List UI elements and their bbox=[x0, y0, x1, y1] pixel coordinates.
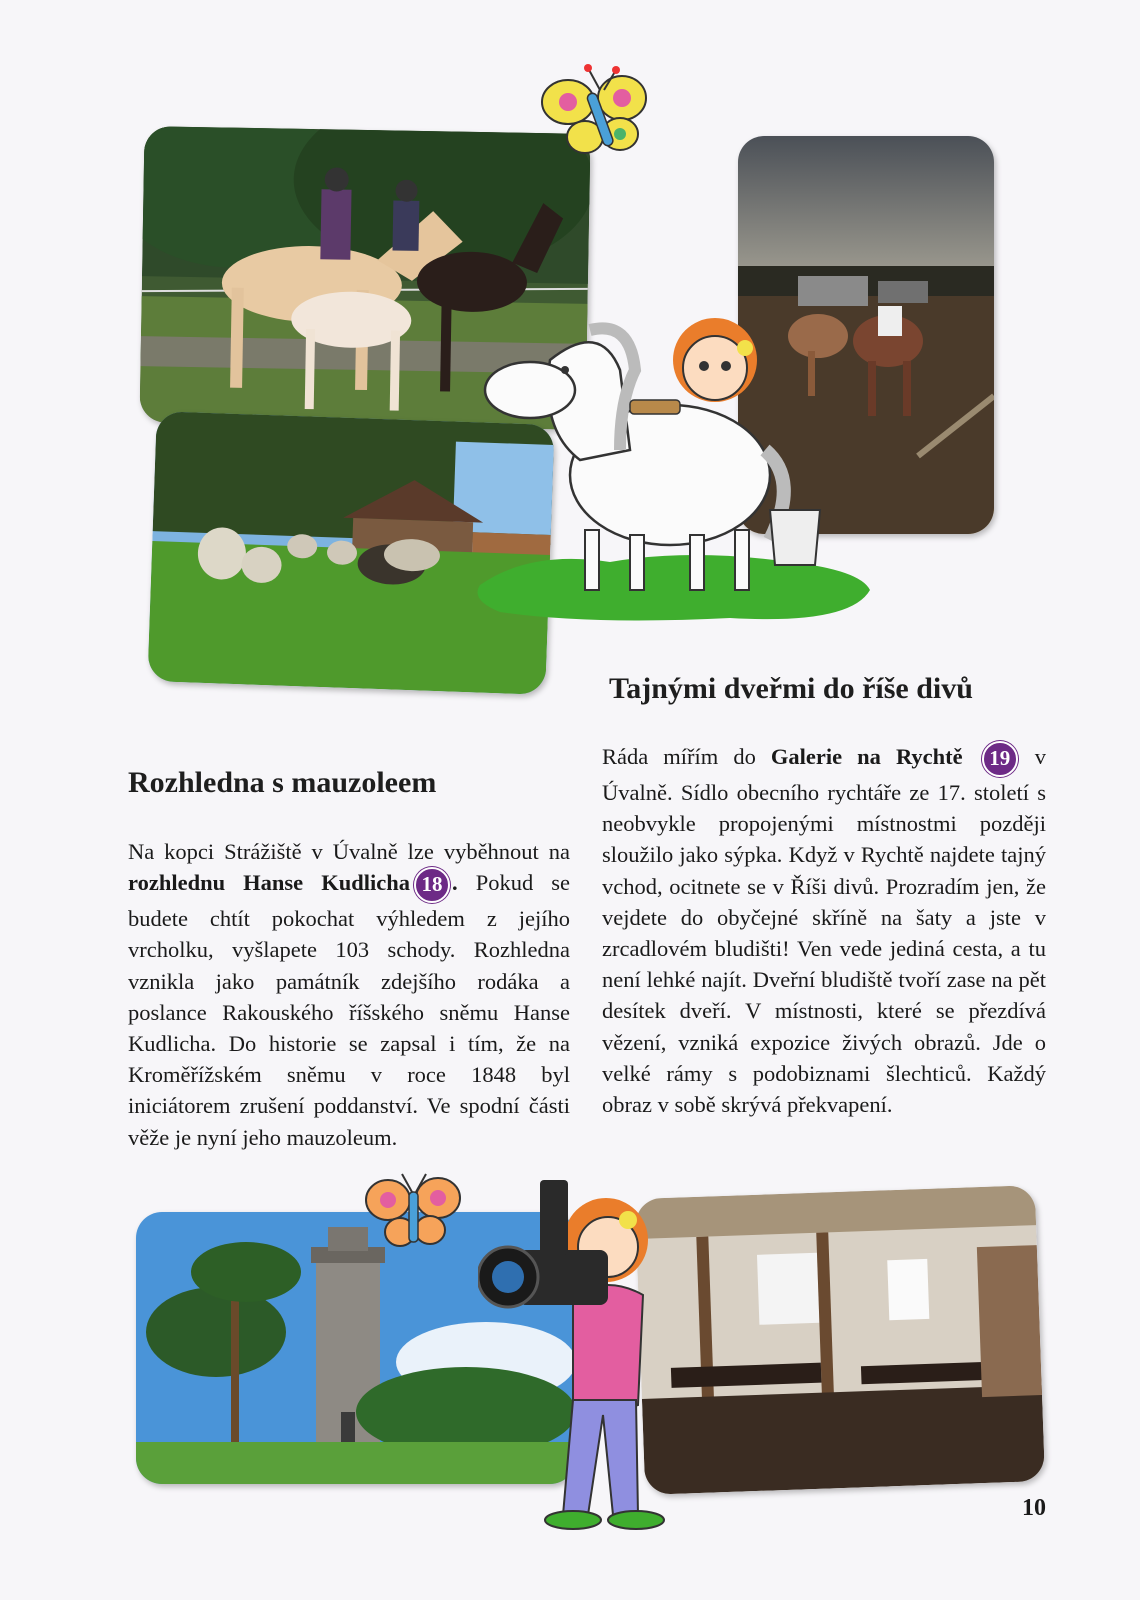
article-left-intro: Na kopci Strážiště v Úvalně lze vyběhnout na bbox=[128, 839, 570, 864]
article-right-title: Tajnými dveřmi do říše divů bbox=[609, 672, 973, 705]
butterfly-icon bbox=[364, 1172, 464, 1262]
butterfly-icon bbox=[540, 62, 650, 182]
tower-name: rozhlednu Hanse Kudlicha bbox=[128, 870, 410, 896]
article-left-period: . bbox=[452, 870, 458, 896]
gallery-name: Galerie na Rychtě bbox=[770, 744, 963, 770]
article-right-text bbox=[602, 741, 1046, 1120]
girl-with-camera-cartoon bbox=[478, 1175, 668, 1540]
location-marker-18: 18 bbox=[414, 867, 450, 903]
gallery-interior-photo bbox=[635, 1185, 1045, 1495]
article-left-text bbox=[128, 836, 570, 1153]
page-number: 10 bbox=[1022, 1495, 1046, 1521]
article-right-intro: Ráda mířím do bbox=[602, 744, 771, 770]
article-left-title: Rozhledna s mauzoleem bbox=[128, 766, 437, 799]
article-left-body: Pokud se budete chtít pokochat výhledem z jejího vrcholku, vyšlapete 103 schody. Rozhledna vznikla jako památník zdejšího rodáka a poslance Rakouského říšského sněmu Hanse Kudlicha. Do historie se zapsal i tím, že na Kroměřížském sněmu v roce 1848 byl iniciátorem zrušení poddanství. Ve spodní části věže je nyní jeho mauzoleum. bbox=[128, 870, 570, 1150]
girl-grooming-pony-cartoon bbox=[470, 300, 880, 630]
article-right-body: v Úvalně. Sídlo obecního rychtáře ze 17. století s neobvykle propojenými místnostmi později sloužilo jako sýpka. Když v Rychtě najdete tajný vchod, ocitnete se v Říši divů. Prozradím jen, že vejdete do obyčejné skříně na šaty a jste v zrcadlovém bludišti! Ven vede jediná cesta, a tu není lehké najít. Dveřní bludiště tvoří zase na pět desítek dveří. V místnosti, které se přezdívá vězení, vzniká expozice živých obrazů. Jde o velké rámy s podobiznami šlechticů. Každý obraz v sobě skrývá překvapení. bbox=[602, 744, 1047, 1118]
location-marker-19: 19 bbox=[982, 741, 1018, 777]
